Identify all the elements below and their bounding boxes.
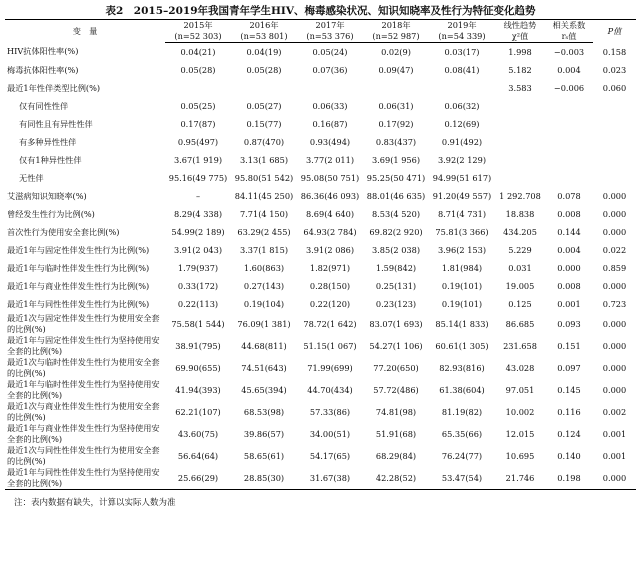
cell-2017: 57.33(86) xyxy=(309,407,351,417)
cell-2018: 3.69(1 956) xyxy=(371,155,421,165)
cell-2019: 85.14(1 833) xyxy=(435,319,489,329)
cell-2019: 0.03(17) xyxy=(444,47,480,57)
cell-2015: 0.22(113) xyxy=(177,299,219,309)
cell-correlation: 0.097 xyxy=(557,363,581,373)
table-row xyxy=(5,97,636,115)
cell-2017: 0.16(87) xyxy=(312,119,348,129)
row-label: 最近1年与商业性伴发生性行为坚持使用安全套的比例(%) xyxy=(7,423,160,444)
cell-2015: 54.99(2 189) xyxy=(171,227,225,237)
cell-2017: 0.05(24) xyxy=(312,47,348,57)
cell-2018: 77.20(650) xyxy=(373,363,419,373)
row-label: 仅有1种异性性伴 xyxy=(19,154,82,165)
cell-correlation: 0.078 xyxy=(557,191,581,201)
cell-2016: 0.05(28) xyxy=(246,65,282,75)
cell-correlation: 0.008 xyxy=(557,209,581,219)
cell-correlation: 0.124 xyxy=(557,429,581,439)
cell-p-value: 0.001 xyxy=(602,451,627,461)
row-label: 最近1次与同性性伴发生性行为使用安全套的比例(%) xyxy=(7,445,160,466)
cell-2015: 1.79(937) xyxy=(177,263,219,273)
cell-correlation: 0.001 xyxy=(557,299,581,309)
header-n: (n=52 987) xyxy=(363,31,429,43)
cell-p-value: 0.158 xyxy=(602,46,627,57)
cell-2018: 88.01(46 635) xyxy=(366,191,426,201)
cell-correlation: 0.151 xyxy=(557,341,581,351)
table-row xyxy=(5,295,636,313)
cell-2015: 56.64(64) xyxy=(177,451,219,461)
table-row xyxy=(5,401,636,423)
cell-2019: 61.38(604) xyxy=(439,385,485,395)
cell-p-value: 0.000 xyxy=(602,209,627,219)
cell-2016: 63.29(2 455) xyxy=(237,227,291,237)
table-row xyxy=(5,313,636,335)
header-n: (n=54 339) xyxy=(429,31,495,43)
cell-2017: 54.17(65) xyxy=(309,451,351,461)
cell-p-value: 0.000 xyxy=(602,227,627,237)
cell-2019: 3.96(2 153) xyxy=(437,245,487,255)
cell-2018: 54.27(1 106) xyxy=(369,341,423,351)
cell-2015: 38.91(795) xyxy=(175,341,221,351)
cell-2019: 75.81(3 366) xyxy=(435,227,489,237)
cell-chi-square: 10.002 xyxy=(505,407,535,417)
cell-2018: 0.09(47) xyxy=(378,65,414,75)
cell-chi-square: 86.685 xyxy=(505,319,535,329)
cell-2019: 60.61(1 305) xyxy=(435,341,489,351)
cell-2016: 0.15(77) xyxy=(246,119,282,129)
cell-2018: 3.85(2 038) xyxy=(371,245,421,255)
cell-2018: 0.83(437) xyxy=(375,137,417,147)
cell-2015: 8.29(4 338) xyxy=(173,209,223,219)
cell-2017: 34.00(51) xyxy=(309,429,351,439)
cell-2016: 0.19(104) xyxy=(243,299,285,309)
cell-2019: 0.08(41) xyxy=(444,65,480,75)
cell-2015: 69.90(655) xyxy=(175,363,221,373)
cell-chi-square: 1.998 xyxy=(508,47,532,57)
cell-p-value: 0.002 xyxy=(602,407,627,417)
cell-chi-square xyxy=(495,133,545,151)
cell-2018: 8.53(4 520) xyxy=(371,209,421,219)
row-label: 有多种异性性伴 xyxy=(19,136,77,147)
header-year: 2018年 xyxy=(363,20,429,32)
cell-correlation: −0.006 xyxy=(553,83,585,93)
header-variable: 变 量 xyxy=(5,20,165,43)
cell-2016: 45.65(394) xyxy=(241,385,287,395)
cell-2018: 57.72(486) xyxy=(373,385,419,395)
cell-2015: 3.91(2 043) xyxy=(173,245,223,255)
cell-2015: – xyxy=(195,191,201,201)
table-row xyxy=(5,277,636,295)
row-label: 最近1次与商业性伴发生性行为使用安全套的比例(%) xyxy=(7,401,160,422)
cell-2017: 31.67(38) xyxy=(297,467,363,490)
cell-2018: 69.82(2 920) xyxy=(369,227,423,237)
table-row xyxy=(5,151,636,169)
cell-2015: 62.21(107) xyxy=(175,407,221,417)
cell-2018: 42.28(52) xyxy=(363,467,429,490)
table-row xyxy=(5,357,636,379)
cell-chi-square: 10.695 xyxy=(505,451,535,461)
cell-p-value: 0.000 xyxy=(593,467,636,490)
cell-2016: 68.53(98) xyxy=(243,407,285,417)
cell-correlation: 0.093 xyxy=(557,319,581,329)
cell-2019: 94.99(51 617) xyxy=(432,173,492,183)
cell-chi-square: 434.205 xyxy=(503,227,537,237)
header-n: (n=52 303) xyxy=(165,31,231,43)
cell-2017: 0.28(150) xyxy=(309,281,351,291)
cell-chi-square: 5.229 xyxy=(508,245,532,255)
cell-2015: 3.67(1 919) xyxy=(173,155,223,165)
cell-2015: 43.60(75) xyxy=(177,429,219,439)
cell-2017: 44.70(434) xyxy=(307,385,353,395)
header-year: 2016年 xyxy=(231,20,297,32)
cell-p-value: 0.000 xyxy=(602,385,627,395)
cell-2019: 1.81(984) xyxy=(441,263,483,273)
cell-2018: 68.29(84) xyxy=(375,451,417,461)
table-row xyxy=(5,79,636,97)
cell-2015: 41.94(393) xyxy=(175,385,221,395)
cell-chi-square xyxy=(495,97,545,115)
table-row xyxy=(5,133,636,151)
cell-2017: 3.77(2 011) xyxy=(305,155,355,165)
row-label: 曾经发生性行为比例(%) xyxy=(7,208,95,219)
cell-2016: 58.65(61) xyxy=(243,451,285,461)
cell-2017 xyxy=(297,79,363,97)
row-label: 梅毒抗体阳性率(%) xyxy=(7,64,79,75)
cell-p-value: 0.001 xyxy=(602,429,627,439)
cell-2016: 0.04(19) xyxy=(246,47,282,57)
cell-2015: 75.58(1 544) xyxy=(171,319,225,329)
cell-2016: 7.71(4 150) xyxy=(239,209,289,219)
cell-p-value xyxy=(593,133,636,151)
cell-correlation: 0.008 xyxy=(557,281,581,291)
cell-2019: 91.20(49 557) xyxy=(432,191,492,201)
cell-2015: 0.04(21) xyxy=(180,47,216,57)
cell-p-value: 0.000 xyxy=(602,341,627,351)
cell-chi-square: 12.015 xyxy=(505,429,535,439)
cell-2018: 0.25(131) xyxy=(375,281,417,291)
header-n: (n=53 801) xyxy=(231,31,297,43)
cell-2015: 0.95(497) xyxy=(177,137,219,147)
cell-p-value: 0.859 xyxy=(602,263,627,273)
cell-chi-square: 21.746 xyxy=(495,467,545,490)
cell-2016: 3.13(1 685) xyxy=(239,155,289,165)
cell-chi-square xyxy=(495,115,545,133)
cell-chi-square: 1 292.708 xyxy=(499,191,541,201)
cell-p-value: 0.000 xyxy=(602,281,627,291)
row-label: HIV抗体阳性率(%) xyxy=(7,46,79,57)
cell-2018: 0.02(9) xyxy=(381,47,411,57)
row-label: 最近1年与同性性伴发生性行为坚持使用安全套的比例(%) xyxy=(5,467,165,490)
table-row xyxy=(5,241,636,259)
cell-2018: 0.17(92) xyxy=(378,119,414,129)
row-label: 最近1年与临时性伴发生性行为坚持使用安全套的比例(%) xyxy=(7,379,160,400)
cell-chi-square xyxy=(495,151,545,169)
cell-2018: 74.81(98) xyxy=(375,407,417,417)
cell-chi-square: 97.051 xyxy=(505,385,535,395)
header-corr-sub: rₛ值 xyxy=(545,31,593,43)
cell-2015: 0.17(87) xyxy=(180,119,216,129)
cell-2018: 51.91(68) xyxy=(375,429,417,439)
table-row xyxy=(5,259,636,277)
data-table xyxy=(5,19,636,490)
cell-2019: 8.71(4 731) xyxy=(437,209,487,219)
cell-2016: 44.68(811) xyxy=(241,341,287,351)
cell-2017: 86.36(46 093) xyxy=(300,191,360,201)
cell-2017: 0.93(494) xyxy=(309,137,351,147)
cell-2017: 0.06(33) xyxy=(312,101,348,111)
table-row xyxy=(5,61,636,79)
cell-chi-square xyxy=(495,169,545,187)
cell-2019: 81.19(82) xyxy=(441,407,483,417)
cell-2017: 8.69(4 640) xyxy=(305,209,355,219)
header-n: (n=53 376) xyxy=(297,31,363,43)
cell-2017: 71.99(699) xyxy=(307,363,353,373)
cell-2016: 0.27(143) xyxy=(243,281,285,291)
cell-p-value: 0.000 xyxy=(602,363,627,373)
cell-correlation: 0.004 xyxy=(557,245,581,255)
cell-2015 xyxy=(165,79,231,97)
header-trend: 线性趋势 xyxy=(495,20,545,32)
row-label: 首次性行为使用安全套比例(%) xyxy=(7,226,120,237)
cell-2016 xyxy=(231,79,297,97)
cell-p-value xyxy=(593,151,636,169)
cell-correlation: 0.004 xyxy=(557,65,581,75)
cell-correlation: −0.003 xyxy=(553,47,585,57)
cell-2018 xyxy=(363,79,429,97)
cell-p-value xyxy=(593,169,636,187)
table-row xyxy=(5,423,636,445)
cell-2017: 1.82(971) xyxy=(309,263,351,273)
table-row xyxy=(5,467,636,490)
row-label: 最近1年与固定性伴发生性行为坚持使用安全套的比例(%) xyxy=(7,335,160,356)
table-row xyxy=(5,223,636,241)
row-label: 艾滋病知识知晓率(%) xyxy=(7,190,87,201)
table-body xyxy=(5,43,636,490)
table-row xyxy=(5,445,636,467)
cell-2019: 0.19(101) xyxy=(441,281,483,291)
cell-p-value: 0.022 xyxy=(602,245,627,255)
cell-2017: 0.22(120) xyxy=(309,299,351,309)
cell-p-value: 0.023 xyxy=(602,65,627,75)
row-label: 仅有同性性伴 xyxy=(19,100,69,111)
cell-2015: 95.16(49 775) xyxy=(168,173,228,183)
cell-2015: 0.33(172) xyxy=(177,281,219,291)
cell-chi-square: 43.028 xyxy=(505,363,535,373)
cell-p-value xyxy=(593,97,636,115)
cell-2019: 65.35(66) xyxy=(441,429,483,439)
cell-2019: 0.12(69) xyxy=(444,119,480,129)
cell-2016: 39.86(57) xyxy=(243,429,285,439)
cell-chi-square: 3.583 xyxy=(508,83,532,93)
cell-2015: 0.05(25) xyxy=(180,101,216,111)
cell-2019: 82.93(816) xyxy=(439,363,485,373)
cell-correlation xyxy=(545,169,593,187)
cell-2016: 0.87(470) xyxy=(243,137,285,147)
cell-2018: 0.06(31) xyxy=(378,101,414,111)
table-row xyxy=(5,115,636,133)
table-row xyxy=(5,169,636,187)
cell-p-value: 0.060 xyxy=(602,83,627,93)
cell-2018: 1.59(842) xyxy=(375,263,417,273)
cell-chi-square: 19.005 xyxy=(505,281,535,291)
row-label: 最近1年性伴类型比例(%) xyxy=(7,82,101,93)
cell-p-value xyxy=(593,115,636,133)
cell-2015: 0.05(28) xyxy=(180,65,216,75)
cell-p-value: 0.000 xyxy=(602,191,627,201)
cell-2019: 0.91(492) xyxy=(441,137,483,147)
row-label: 最近1次与临时性伴发生性行为使用安全套的比例(%) xyxy=(7,357,160,378)
cell-correlation xyxy=(545,97,593,115)
cell-chi-square: 0.031 xyxy=(508,263,532,273)
cell-2019: 0.19(101) xyxy=(441,299,483,309)
cell-correlation: 0.000 xyxy=(557,263,581,273)
cell-2018: 95.25(50 471) xyxy=(366,173,426,183)
table-row xyxy=(5,335,636,357)
cell-correlation xyxy=(545,151,593,169)
table-row xyxy=(5,379,636,401)
cell-chi-square: 231.658 xyxy=(503,341,537,351)
header-corr: 相关系数 xyxy=(545,20,593,32)
header-year: 2019年 xyxy=(429,20,495,32)
cell-2015: 25.66(29) xyxy=(165,467,231,490)
row-label: 无性伴 xyxy=(19,172,44,183)
cell-correlation: 0.140 xyxy=(557,451,581,461)
row-label: 最近1年与商业性伴发生性行为比例(%) xyxy=(7,280,150,291)
row-label: 最近1年与固定性伴发生性行为比例(%) xyxy=(7,244,150,255)
cell-2016: 3.37(1 815) xyxy=(239,245,289,255)
cell-2016: 0.05(27) xyxy=(246,101,282,111)
header-p: P值 xyxy=(593,20,636,43)
cell-2016: 74.51(643) xyxy=(241,363,287,373)
cell-2016: 1.60(863) xyxy=(243,263,285,273)
cell-chi-square: 18.838 xyxy=(505,209,535,219)
table-row xyxy=(5,43,636,62)
row-label: 最近1次与固定性伴发生性行为使用安全套的比例(%) xyxy=(7,313,160,334)
cell-2019: 3.92(2 129) xyxy=(437,155,487,165)
table-title: 表2 2015–2019年我国青年学生HIV、梅毒感染状况、知识知晓率及性行为特征变化趋势 xyxy=(105,5,536,17)
cell-p-value: 0.723 xyxy=(602,299,627,309)
cell-2017: 3.91(2 086) xyxy=(305,245,355,255)
header-year: 2017年 xyxy=(297,20,363,32)
cell-correlation: 0.145 xyxy=(557,385,581,395)
cell-p-value: 0.000 xyxy=(602,319,627,329)
table-note: 注：表内数据有缺失，计算以实际人数为准 xyxy=(14,498,176,508)
cell-2018: 0.23(123) xyxy=(375,299,417,309)
cell-2018: 83.07(1 693) xyxy=(369,319,423,329)
cell-correlation: 0.198 xyxy=(545,467,593,490)
cell-2016: 84.11(45 250) xyxy=(234,191,294,201)
cell-2017: 0.07(36) xyxy=(312,65,348,75)
cell-2017: 51.15(1 067) xyxy=(303,341,357,351)
row-label: 有同性且有异性性伴 xyxy=(19,118,93,129)
cell-correlation xyxy=(545,115,593,133)
cell-correlation: 0.116 xyxy=(557,407,581,417)
cell-2019: 76.24(77) xyxy=(441,451,483,461)
row-label: 最近1年与同性性伴发生性行为比例(%) xyxy=(7,298,150,309)
cell-2019: 53.47(54) xyxy=(429,467,495,490)
row-label: 最近1年与临时性伴发生性行为比例(%) xyxy=(7,262,150,273)
cell-2017: 64.93(2 784) xyxy=(303,227,357,237)
table-row xyxy=(5,187,636,205)
cell-2019 xyxy=(429,79,495,97)
cell-2016: 95.80(51 542) xyxy=(234,173,294,183)
table-row xyxy=(5,205,636,223)
cell-2016: 28.85(30) xyxy=(231,467,297,490)
cell-correlation: 0.144 xyxy=(557,227,581,237)
cell-chi-square: 5.182 xyxy=(508,65,532,75)
cell-2016: 76.09(1 381) xyxy=(237,319,291,329)
cell-2017: 95.08(50 751) xyxy=(300,173,360,183)
header-trend-sub: χ²值 xyxy=(495,31,545,43)
header-year: 2015年 xyxy=(165,20,231,32)
cell-2017: 78.72(1 642) xyxy=(303,319,357,329)
cell-correlation xyxy=(545,133,593,151)
cell-chi-square: 0.125 xyxy=(508,299,532,309)
cell-2019: 0.06(32) xyxy=(444,101,480,111)
